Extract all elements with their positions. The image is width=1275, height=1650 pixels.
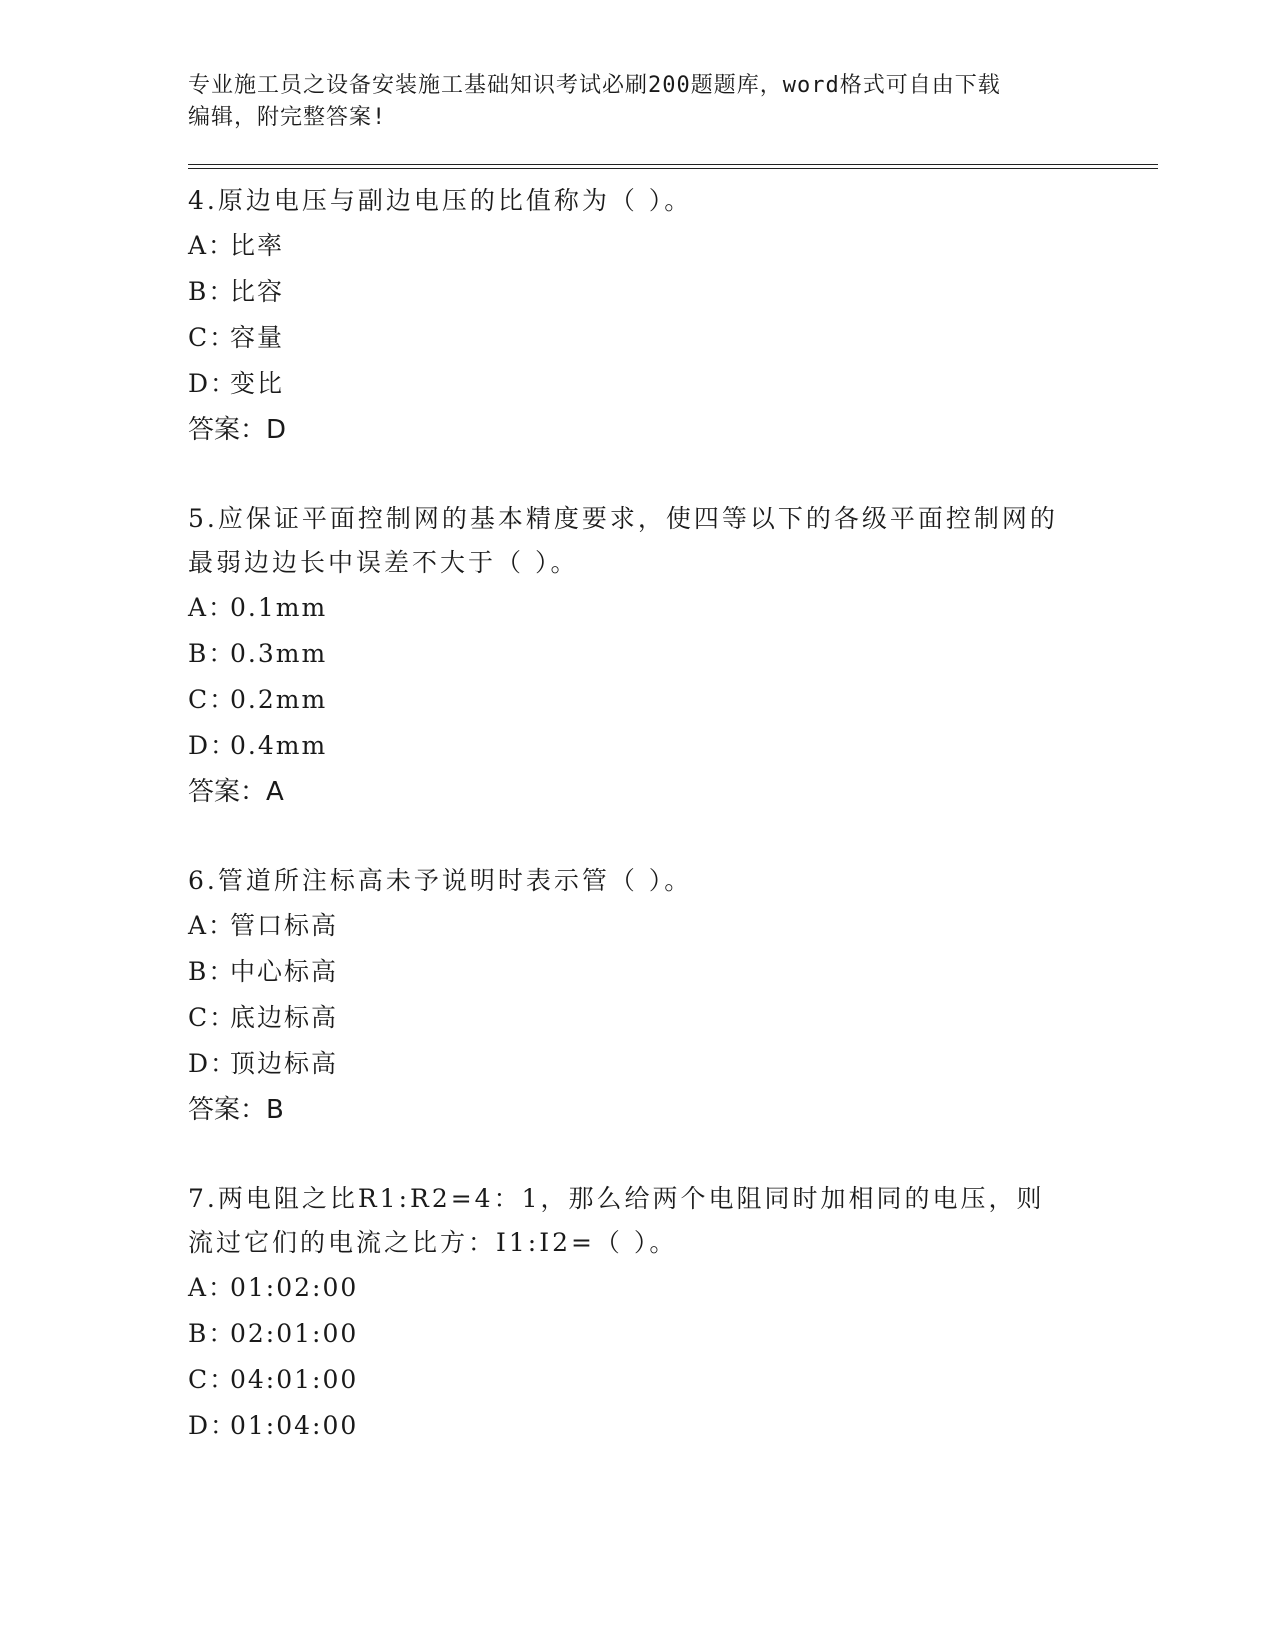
question-stem: 5.应保证平面控制网的基本精度要求，使四等以下的各级平面控制网的最弱边边长中误差不大于（ ）。 [188, 504, 1058, 577]
option-text: 底边标高 [230, 1003, 339, 1032]
answer: 答案：B [188, 1095, 284, 1125]
option-key: A： [188, 231, 236, 260]
option-a [188, 1265, 1158, 1311]
header-line-2: 编辑，附完整答案! [188, 105, 387, 130]
document-page [188, 70, 1158, 1449]
option-text: 0.2mm [230, 685, 328, 714]
option-key: D： [188, 1049, 238, 1078]
option-key: B： [188, 957, 236, 986]
option-c [188, 315, 1158, 361]
option-key: C： [188, 685, 237, 714]
question-6 [188, 859, 1158, 1133]
option-text: 01:04:00 [230, 1411, 359, 1440]
option-c [188, 995, 1158, 1041]
option-text: 比率 [230, 231, 285, 260]
answer: 答案：A [188, 777, 284, 807]
option-text: 容量 [230, 323, 285, 352]
option-c [188, 1357, 1158, 1403]
option-a [188, 585, 1158, 631]
option-text: 比容 [230, 277, 285, 306]
document-header [188, 70, 1068, 134]
option-d [188, 361, 1158, 407]
option-c [188, 677, 1158, 723]
option-text: 01:02:00 [230, 1273, 359, 1302]
question-4 [188, 179, 1158, 453]
option-a [188, 903, 1158, 949]
option-text: 04:01:00 [230, 1365, 359, 1394]
option-b [188, 269, 1158, 315]
option-d [188, 723, 1158, 769]
question-5 [188, 497, 1158, 815]
option-key: B： [188, 639, 236, 668]
option-key: C： [188, 1365, 237, 1394]
option-text: 变比 [230, 369, 285, 398]
option-key: A： [188, 911, 236, 940]
question-stem: 6.管道所注标高未予说明时表示管（ ）。 [188, 866, 693, 895]
option-key: D： [188, 369, 238, 398]
header-divider [188, 164, 1158, 169]
question-7 [188, 1177, 1158, 1449]
option-text: 管口标高 [230, 911, 339, 940]
option-text: 顶边标高 [230, 1049, 339, 1078]
option-key: D： [188, 1411, 238, 1440]
option-text: 中心标高 [230, 957, 339, 986]
option-key: A： [188, 1273, 236, 1302]
option-d [188, 1041, 1158, 1087]
option-b [188, 949, 1158, 995]
question-stem: 7.两电阻之比R1:R2=4：1，那么给两个电阻同时加相同的电压，则流过它们的电流之比方：I1:I2=（ ）。 [188, 1184, 1045, 1257]
answer: 答案：D [188, 415, 287, 445]
option-a [188, 223, 1158, 269]
question-stem: 4.原边电压与副边电压的比值称为（ ）。 [188, 186, 693, 215]
option-key: C： [188, 323, 237, 352]
option-text: 0.1mm [230, 593, 328, 622]
option-d [188, 1403, 1158, 1449]
option-text: 0.4mm [230, 731, 328, 760]
option-text: 02:01:00 [230, 1319, 359, 1348]
option-b [188, 631, 1158, 677]
option-key: C： [188, 1003, 237, 1032]
option-key: B： [188, 1319, 236, 1348]
option-b [188, 1311, 1158, 1357]
header-line-1: 专业施工员之设备安装施工基础知识考试必刷200题题库，word格式可自由下载 [188, 73, 1001, 98]
option-key: B： [188, 277, 236, 306]
option-key: D： [188, 731, 238, 760]
option-key: A： [188, 593, 236, 622]
option-text: 0.3mm [230, 639, 328, 668]
